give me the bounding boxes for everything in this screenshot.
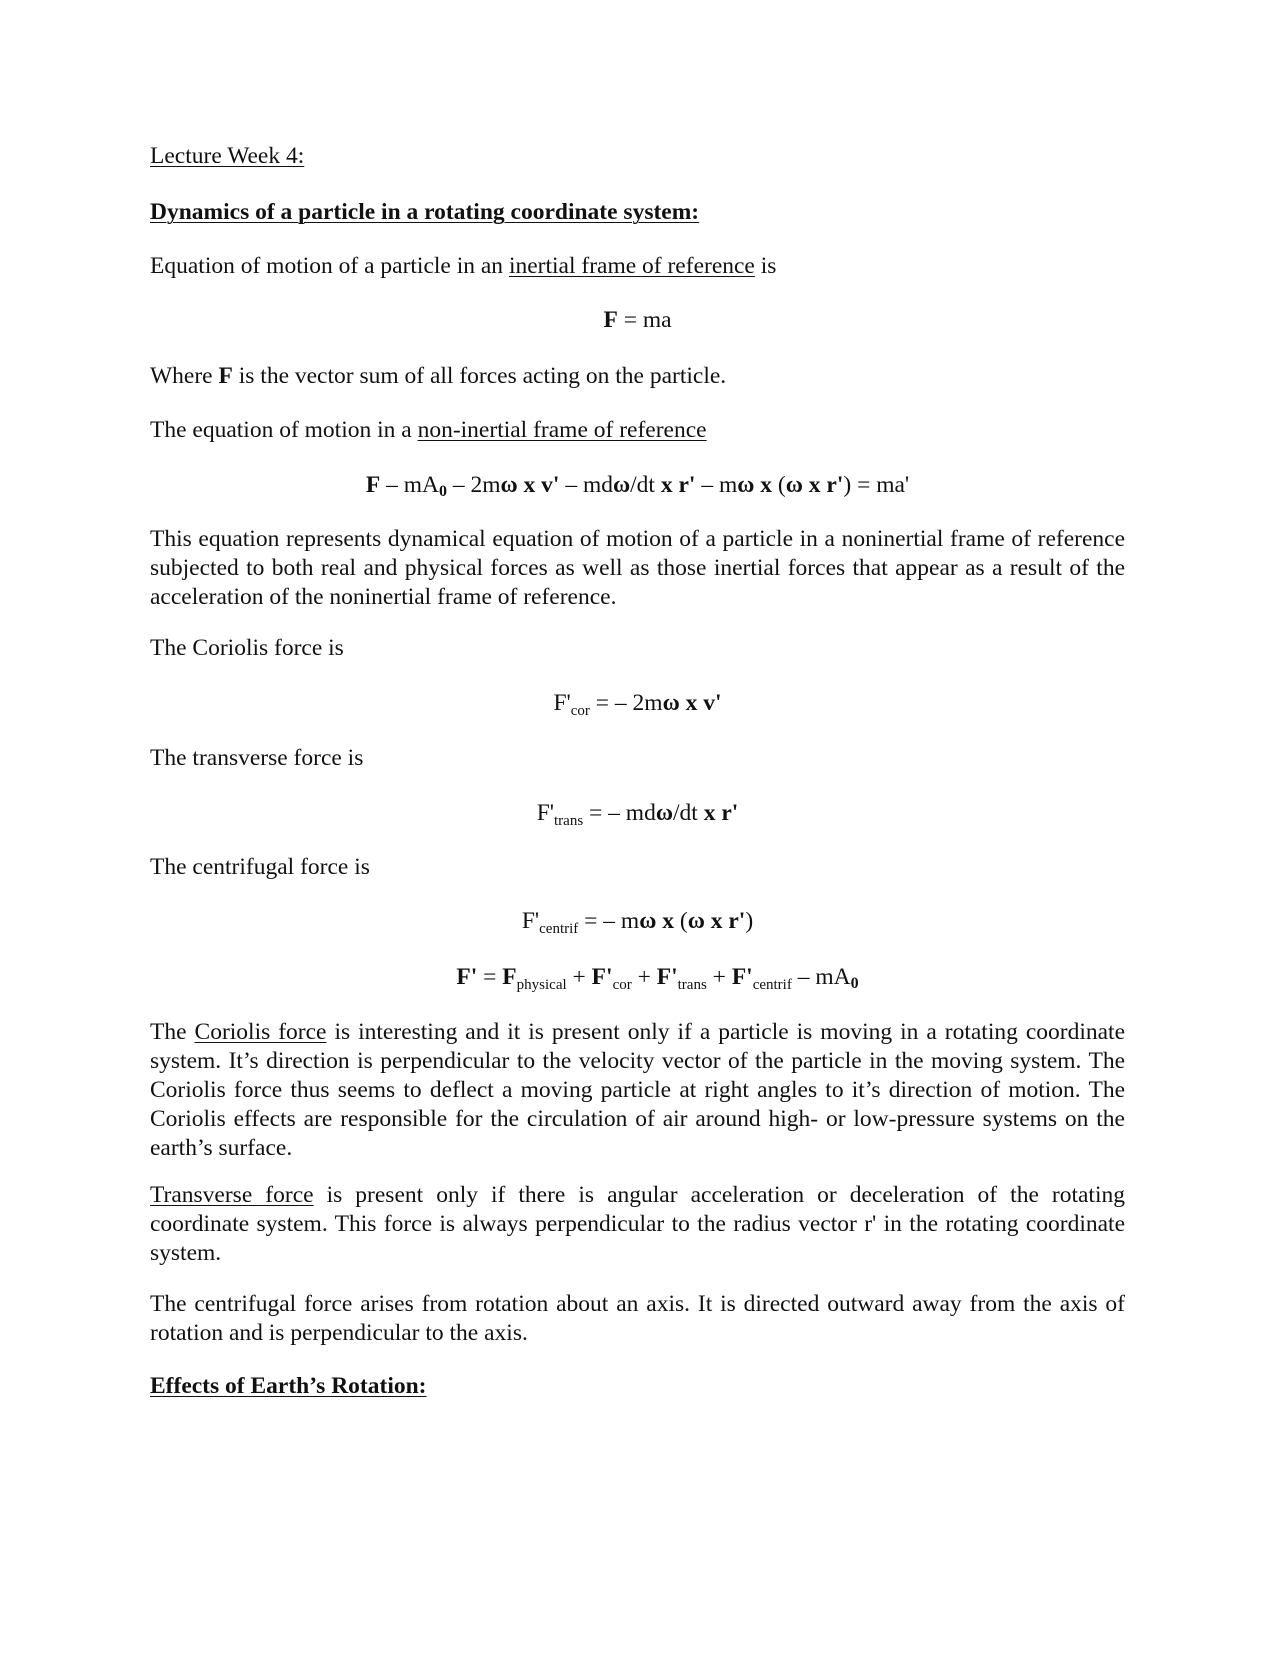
transverse-para-after: is present only if there is angular acceleration or deceleration of the rotating coordinate system. This force is always perpendicular to the radius vector r' in the rotating coordinate system. [150, 1182, 1125, 1266]
eq-newton-rhs: = ma [617, 307, 672, 333]
equation-transverse [150, 799, 1125, 828]
noninertial-frame-term: non-inertial frame of reference [417, 417, 707, 443]
eq-tot-F: F' [456, 964, 478, 990]
eq-tot-Fc: F' [591, 964, 613, 990]
coriolis-label: The Coriolis force is [150, 635, 344, 661]
eq-ni-t1: F [365, 472, 381, 498]
explanation-paragraph: This equation represents dynamical equation of motion of a particle in a noninertial frame of reference subjected to both real and physical forces as well as those inertial forces that appear as a result of the acceleration of the noninertial frame of reference. [150, 526, 1125, 610]
section-heading-dynamics: Dynamics of a particle in a rotating coordinate system: [150, 199, 700, 225]
eq-ni-t5: – md [559, 472, 613, 498]
eq-cen-p1: ( [674, 908, 688, 934]
eq-cen-mid: = – m [578, 908, 640, 934]
inertial-frame-term: inertial frame of reference [508, 253, 755, 279]
eq-cen-b2: ω x r' [687, 908, 746, 934]
eq-ni-t13: ) = ma' [843, 472, 910, 498]
eq-tot-sub-0: 0 [850, 975, 859, 992]
eq-ni-t2: – mA [380, 472, 439, 498]
eq-trans-sub: trans [554, 813, 584, 829]
eq-tot-sub-t: trans [677, 977, 707, 993]
inertial-intro-text: Equation of motion of a particle in an [150, 253, 509, 279]
equation-coriolis [150, 689, 1125, 718]
eq-tot-Fp: F [502, 964, 517, 990]
eq-cor-sub: cor [570, 703, 590, 719]
section-heading-earth-rotation: Effects of Earth’s Rotation: [150, 1373, 427, 1399]
coriolis-para-before: The [150, 1019, 195, 1045]
eq-ni-t7: /dt [630, 472, 661, 498]
equation-noninertial [150, 471, 1125, 500]
equation-newton [150, 306, 1125, 335]
eq-trans-bold: x r' [703, 800, 739, 826]
where-before: Where [150, 363, 219, 389]
eq-tot-sub-p: physical [516, 977, 567, 993]
eq-cor-mid: = – 2m [589, 690, 663, 716]
coriolis-force-term: Coriolis force [194, 1019, 327, 1045]
transverse-paragraph [150, 1181, 1125, 1268]
noninertial-intro [150, 416, 1125, 445]
eq-tot-Fce: F' [731, 964, 753, 990]
coriolis-paragraph [150, 1018, 1125, 1163]
where-after: is the vector sum of all forces acting on the particle. [232, 363, 727, 389]
eq-tot-minus: – mA [791, 964, 851, 990]
where-text [150, 362, 1125, 391]
eq-tot-plus3: + [706, 964, 732, 990]
eq-cen-sub: centrif [539, 921, 579, 937]
eq-ni-t6: ω [612, 472, 631, 498]
centrifugal-paragraph: The centrifugal force arises from rotation about an axis. It is directed outward away from the axis of rotation and is perpendicular to the axis. [150, 1291, 1125, 1346]
eq-ni-t10: ω x [737, 472, 773, 498]
eq-cor-bold: ω x v' [662, 690, 722, 716]
eq-tot-sub-ce: centrif [752, 977, 792, 993]
where-F: F [218, 363, 233, 389]
eq-ni-t12: ω x r' [785, 472, 844, 498]
eq-trans-mid: = – md [583, 800, 656, 826]
equation-total [150, 963, 1125, 992]
centrifugal-label: The centrifugal force is [150, 854, 370, 880]
eq-cen-p2: ) [745, 908, 754, 934]
eq-tot-sub-c: cor [612, 977, 632, 993]
eq-ni-t11: ( [772, 472, 786, 498]
eq-newton-F: F [603, 307, 618, 333]
noninertial-intro-text: The equation of motion in a [150, 417, 418, 443]
eq-trans-dt: /dt [673, 800, 704, 826]
inertial-intro-end: is [754, 253, 777, 279]
eq-cen-F: F' [521, 908, 540, 934]
lecture-title: Lecture Week 4: [150, 143, 305, 169]
eq-tot-Ft: F' [656, 964, 678, 990]
eq-ni-t2sub: 0 [438, 483, 447, 500]
eq-trans-F: F' [536, 800, 554, 826]
eq-ni-t9: – m [695, 472, 738, 498]
inertial-intro [150, 252, 1125, 281]
coriolis-para-after: is interesting and it is present only if a particle is moving in a rotating coordinate system. It’s direction is perpendicular to the velocity vector of the particle in the moving system. The Coriolis force thus seems to deflect a moving particle at right angles to it’s direction of motion. The Coriolis effects are responsible for the circulation of air around high- or low-pressure systems on the earth’s surface. [150, 1019, 1125, 1161]
eq-ni-t4: ω x v' [500, 472, 560, 498]
eq-cor-F: F' [553, 690, 571, 716]
eq-tot-eq: = [477, 964, 503, 990]
eq-tot-plus2: + [631, 964, 657, 990]
eq-ni-t8: x r' [660, 472, 696, 498]
eq-ni-t3: – 2m [446, 472, 501, 498]
eq-tot-plus1: + [566, 964, 592, 990]
transverse-force-term: Transverse force [150, 1182, 314, 1208]
eq-cen-b1: ω x [639, 908, 674, 934]
transverse-label: The transverse force is [150, 745, 364, 771]
eq-trans-omega: ω [655, 800, 674, 826]
equation-centrifugal [150, 907, 1125, 936]
